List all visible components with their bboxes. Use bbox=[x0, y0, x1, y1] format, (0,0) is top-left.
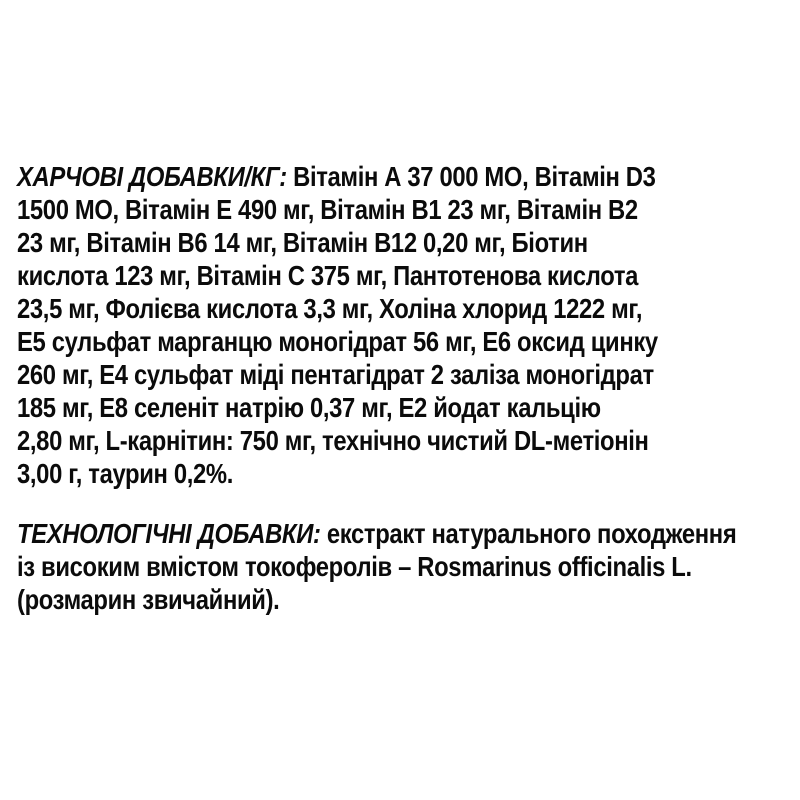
text-line bbox=[17, 517, 737, 550]
text-line bbox=[17, 160, 683, 193]
text-line: 1500 МО, Вітамін Е 490 мг, Вітамін В1 23 мг, Вітамін В2 bbox=[17, 194, 638, 225]
feed-additives-line-rest: Вітамін А 37 000 МО, Вітамін D3 bbox=[293, 161, 656, 192]
technological-additives-heading: ТЕХНОЛОГІЧНІ ДОБАВКИ: bbox=[17, 518, 321, 549]
text-line: із високим вмістом токоферолів – Rosmarinus officinalis L. bbox=[17, 551, 692, 582]
text-line: 23,5 мг, Фолієва кислота 3,3 мг, Холіна хлорид 1222 мг, bbox=[17, 293, 643, 324]
technological-additives-paragraph bbox=[17, 517, 800, 616]
feed-additives-paragraph bbox=[17, 160, 800, 490]
text-line: 23 мг, Вітамін В6 14 мг, Вітамін В12 0,20 мг, Біотин bbox=[17, 227, 588, 258]
text-line: 185 мг, Е8 селеніт натрію 0,37 мг, Е2 йодат кальцію bbox=[17, 392, 601, 423]
feed-additives-heading: ХАРЧОВІ ДОБАВКИ/КГ: bbox=[17, 161, 287, 192]
text-line: 2,80 мг, L-карнітин: 750 мг, технічно чистий DL-метіонін bbox=[17, 425, 649, 456]
text-line: (розмарин звичайний). bbox=[17, 584, 280, 615]
technological-additives-line-rest: екстракт натурального походження bbox=[326, 518, 737, 549]
text-line: кислота 123 мг, Вітамін С 375 мг, Пантотенова кислота bbox=[17, 260, 639, 291]
text-line: 260 мг, Е4 сульфат міді пентагідрат 2 заліза моногідрат bbox=[17, 359, 654, 390]
label-text-block bbox=[17, 160, 800, 616]
text-line: 3,00 г, таурин 0,2%. bbox=[17, 458, 234, 489]
text-line: Е5 сульфат марганцю моногідрат 56 мг, Е6 оксид цинку bbox=[17, 326, 658, 357]
